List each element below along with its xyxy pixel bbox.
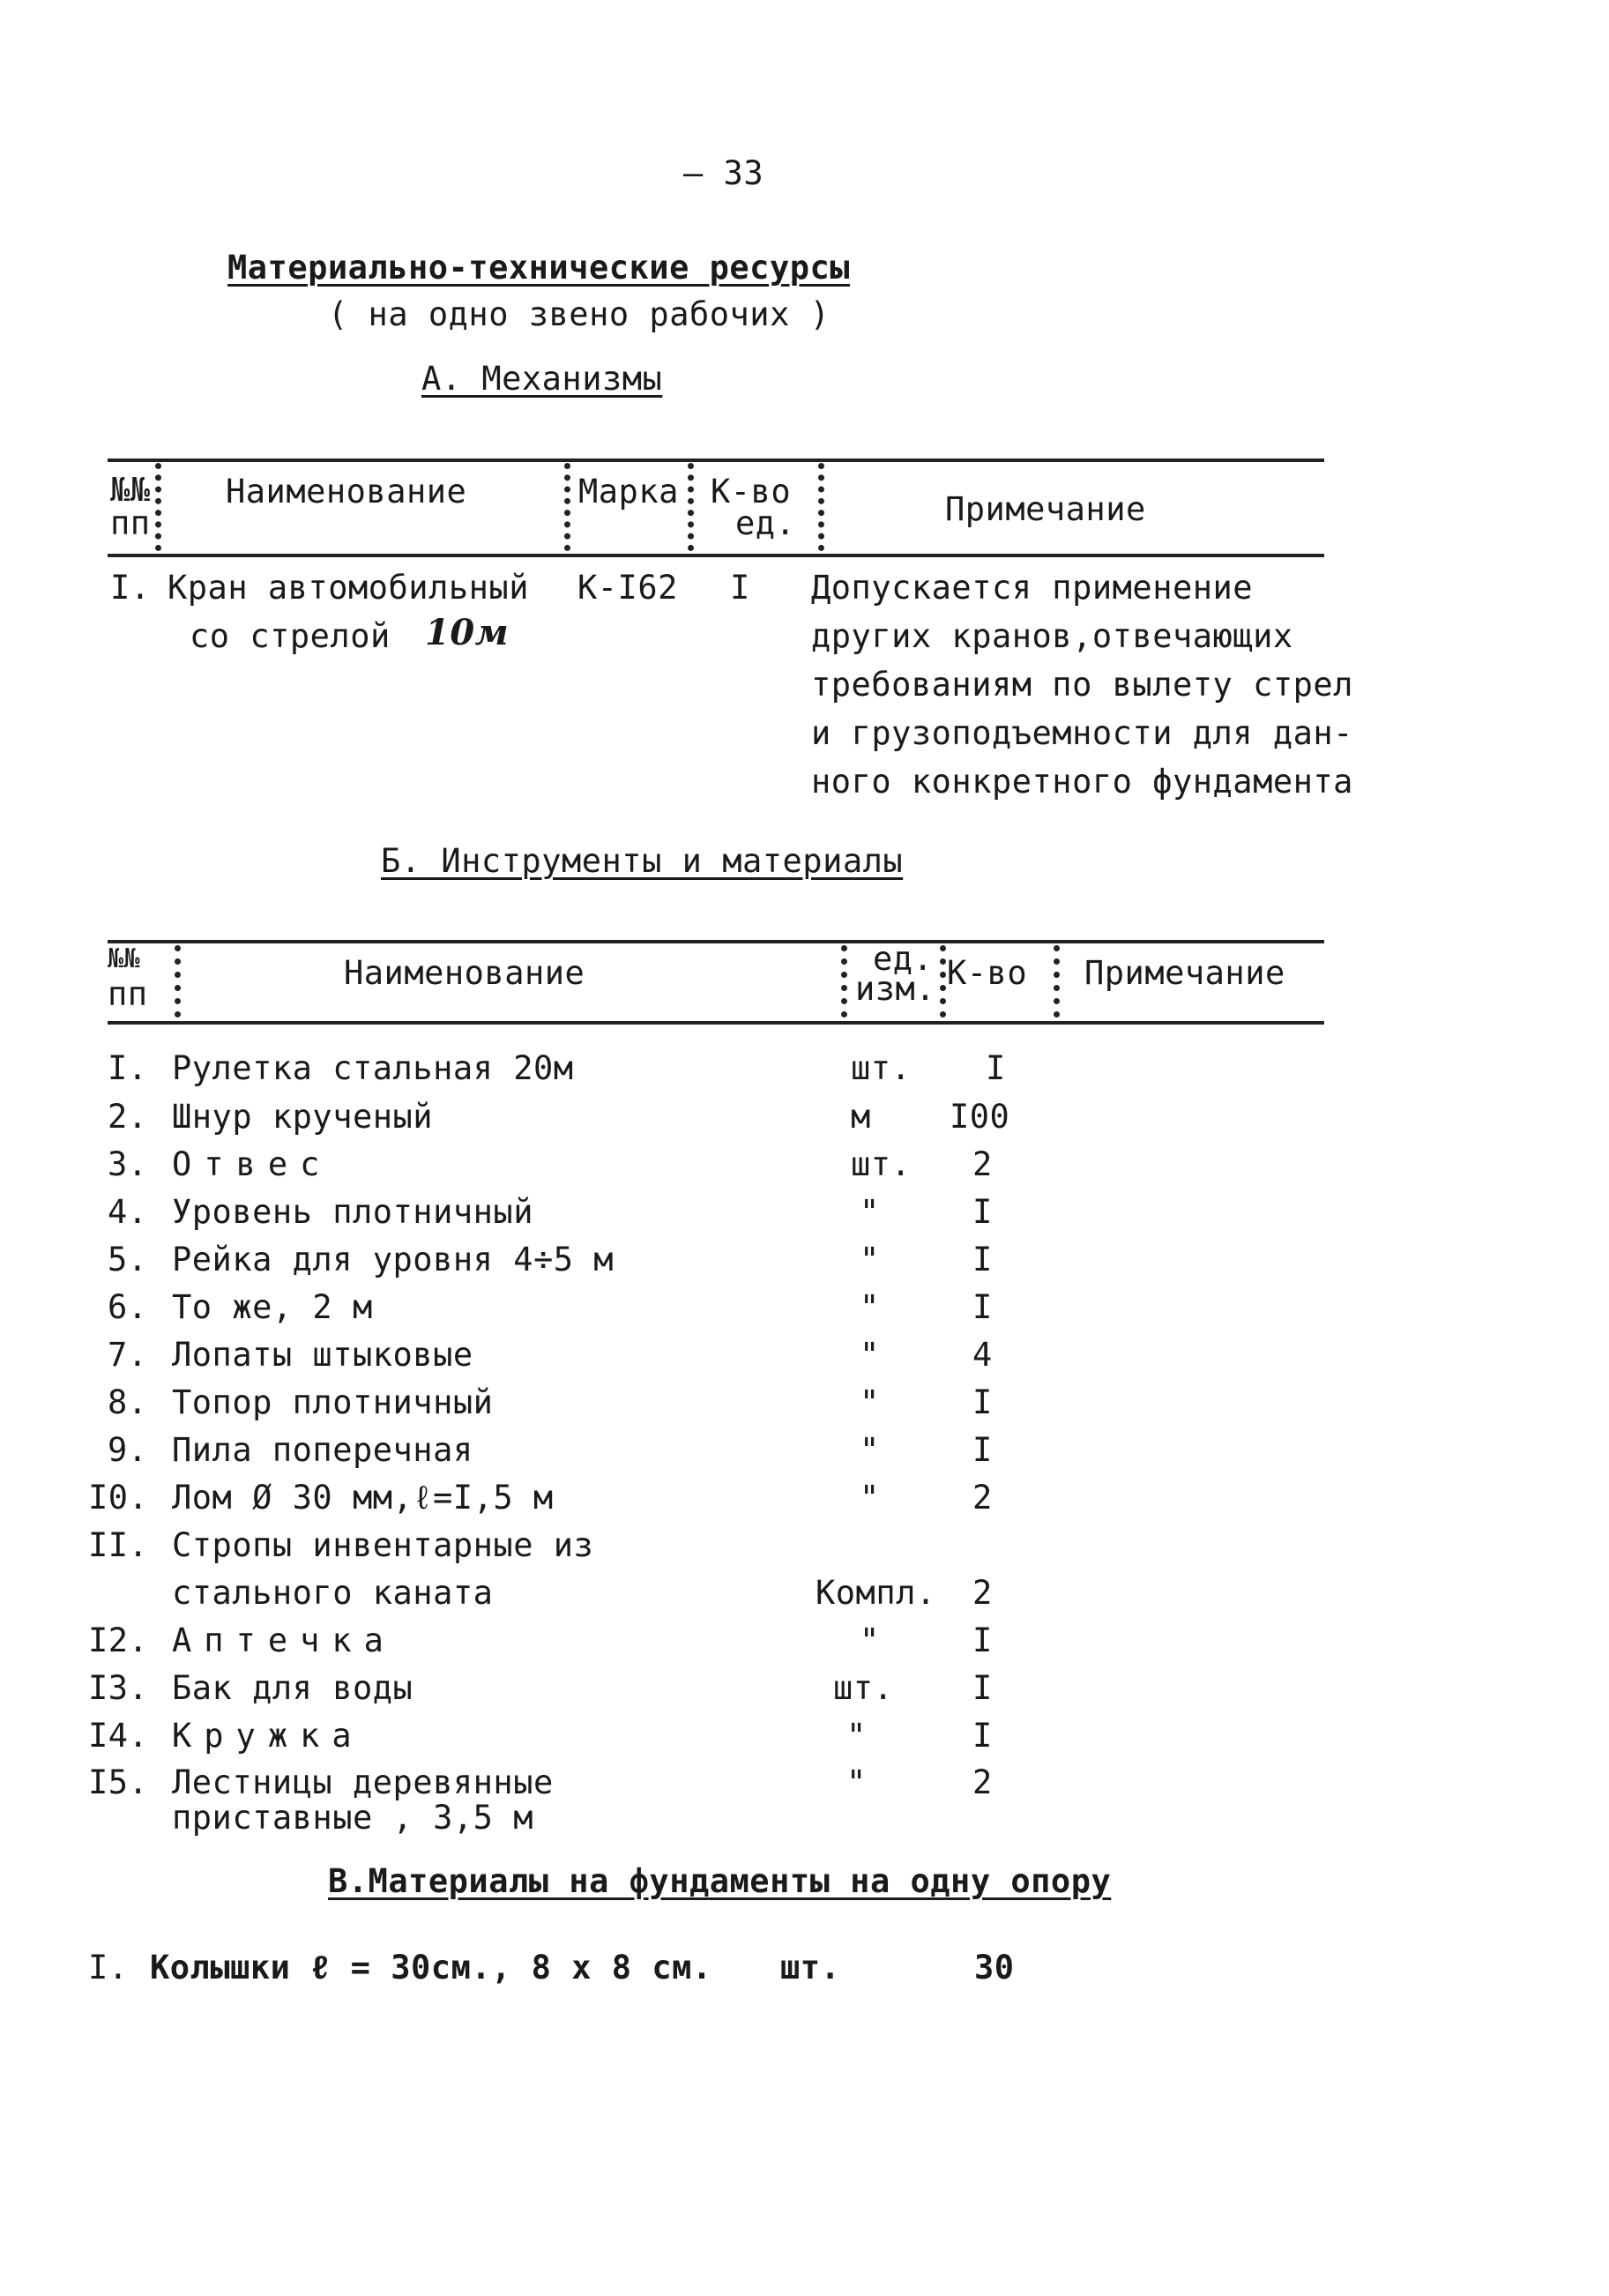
col-header-note: Примечание (945, 490, 1146, 528)
row-number: 2. (108, 1098, 148, 1136)
row-unit: " (860, 1288, 880, 1326)
table-b-divider (940, 945, 946, 1018)
handwritten-value: 10м (425, 612, 510, 653)
row-unit: Компл. (816, 1574, 936, 1612)
row-name: Пила поперечная (172, 1431, 473, 1469)
row-mark: К-I62 (577, 569, 678, 607)
row-unit: " (860, 1621, 880, 1659)
row-name: Отвес (172, 1145, 332, 1183)
row-unit: " (860, 1383, 880, 1421)
col-header-unit: ед. (873, 940, 934, 978)
row-number: 5. (108, 1241, 148, 1278)
row-unit: шт. (833, 1669, 894, 1707)
row-name: Топор плотничный (172, 1383, 494, 1421)
col-header-name: Наименование (226, 473, 467, 511)
row-qty: I (972, 1383, 993, 1421)
row-qty: I (972, 1241, 993, 1278)
table-b-top-rule (108, 940, 1324, 943)
table-a-divider (155, 463, 161, 551)
col-header-number-sub: пп (110, 504, 151, 542)
row-number: 4. (108, 1193, 148, 1231)
row-unit: " (860, 1241, 880, 1278)
row-name: Колышки ℓ = 30см., 8 х 8 см. (150, 1949, 712, 1987)
row-name: Кружка (172, 1717, 364, 1755)
row-qty: I (972, 1431, 993, 1469)
row-qty: I (972, 1717, 993, 1755)
row-qty: I00 (950, 1098, 1010, 1136)
table-b-header-rule (108, 1021, 1324, 1025)
row-unit: " (846, 1763, 867, 1801)
table-a-divider (688, 463, 694, 551)
row-number: II. (88, 1526, 149, 1564)
row-unit: " (860, 1336, 880, 1374)
row-qty: 2 (972, 1763, 993, 1801)
row-name: Уровень плотничный (172, 1193, 533, 1231)
row-qty: I (986, 1049, 1006, 1087)
col-header-note: Примечание (1084, 954, 1285, 992)
row-number: I. (108, 1049, 148, 1087)
row-qty: I (972, 1193, 993, 1231)
page-number: – 33 (683, 154, 764, 192)
row-name: Шнур крученый (172, 1098, 434, 1136)
table-b-divider (841, 945, 847, 1018)
row-name: стального каната (172, 1574, 494, 1612)
col-header-qty: К-во (947, 954, 1028, 992)
col-header-number-sub: пп (108, 975, 148, 1013)
row-qty: I (972, 1621, 993, 1659)
section-a-title: А. Механизмы (421, 360, 663, 398)
row-name: Стропы инвентарные из (172, 1526, 594, 1564)
table-b-divider (1054, 945, 1060, 1018)
row-number: 9. (108, 1431, 148, 1469)
row-unit: шт. (851, 1145, 912, 1183)
table-a-top-rule (108, 458, 1324, 462)
col-header-qty-sub: ед. (735, 504, 796, 542)
row-unit: шт. (851, 1049, 912, 1087)
row-name: Лестницы деревянные (172, 1763, 554, 1801)
row-name: То же, 2 м (172, 1288, 373, 1326)
col-header-mark: Марка (578, 473, 679, 511)
table-b-divider (175, 945, 181, 1018)
row-qty: 30 (974, 1949, 1015, 1987)
row-name: приставные , 3,5 м (172, 1799, 533, 1837)
row-number: 8. (108, 1383, 148, 1421)
row-name: Лом Ø 30 мм,ℓ=I,5 м (172, 1479, 554, 1517)
row-name-cont: со стрелой (190, 617, 391, 655)
row-unit: м (851, 1098, 871, 1136)
row-name: Лопаты штыковые (172, 1336, 473, 1374)
row-unit: " (846, 1717, 867, 1755)
row-name: Бак для воды (172, 1669, 413, 1707)
row-qty: 2 (972, 1145, 993, 1183)
row-note-line: ного конкретного фундамента (811, 763, 1353, 801)
row-qty: 2 (972, 1479, 993, 1517)
row-name: Кран автомобильный (168, 569, 529, 607)
section-b-title: Б. Инструменты и материалы (381, 842, 904, 880)
row-note-line: других кранов,отвечающих (811, 617, 1293, 655)
row-number: I2. (88, 1621, 149, 1659)
row-unit: " (860, 1479, 880, 1517)
row-number: I. (88, 1949, 129, 1987)
col-header-number: №№ (108, 943, 141, 974)
document-title: Материально-технические ресурсы (227, 249, 851, 287)
row-unit: " (860, 1193, 880, 1231)
row-number: 3. (108, 1145, 148, 1183)
col-header-number: №№ (110, 471, 151, 509)
row-qty: 2 (972, 1574, 993, 1612)
row-name: Аптечка (172, 1621, 396, 1659)
row-number: I5. (88, 1763, 149, 1801)
row-note-line: Допускается применение (811, 569, 1254, 607)
row-name: Рейка для уровня 4÷5 м (172, 1241, 615, 1278)
row-number: I3. (88, 1669, 149, 1707)
row-name: Рулетка стальная 20м (172, 1049, 574, 1087)
row-qty: I (730, 569, 750, 607)
row-qty: I (972, 1288, 993, 1326)
col-header-qty: К-во (711, 473, 792, 511)
document-subtitle: ( на одно звено рабочих ) (328, 295, 831, 333)
row-number: 7. (108, 1336, 148, 1374)
row-unit: шт. (780, 1949, 841, 1987)
row-qty: I (972, 1669, 993, 1707)
col-header-unit-sub: изм. (855, 970, 936, 1008)
table-a-divider (564, 463, 570, 551)
table-a-header-rule (108, 554, 1324, 557)
row-number: I4. (88, 1717, 149, 1755)
row-note-line: и грузоподъемности для дан- (811, 714, 1353, 752)
row-note-line: требованиям по вылету стрел (811, 666, 1353, 704)
row-number: I. (110, 569, 151, 607)
row-qty: 4 (972, 1336, 993, 1374)
row-unit: " (860, 1431, 880, 1469)
row-number: 6. (108, 1288, 148, 1326)
table-a-divider (818, 463, 824, 551)
section-v-title: В.Материалы на фундаменты на одну опору (328, 1862, 1112, 1900)
row-number: I0. (88, 1479, 149, 1517)
col-header-name: Наименование (344, 954, 585, 992)
